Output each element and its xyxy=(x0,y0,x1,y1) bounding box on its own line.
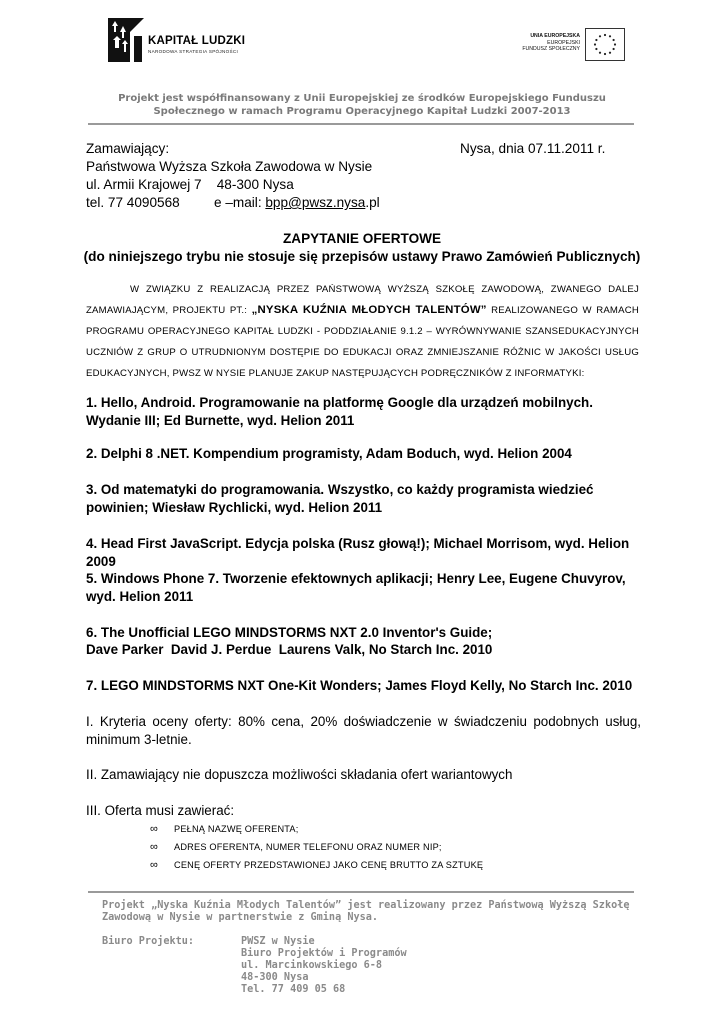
condition-criteria: I. Kryteria oceny oferty: 80% cena, 20% doświadczenie w świadczeniu podobnych usług, minimum 3-letnie. xyxy=(86,714,641,747)
ordering-label: Zamawiający: xyxy=(86,141,170,156)
kapital-ludzki-subtitle: NARODOWA STRATEGIA SPÓJNOŚCI xyxy=(148,49,239,54)
condition-variants: II. Zamawiający nie dopuszcza możliwości składania ofert wariantowych xyxy=(86,767,513,782)
document-subtitle: (do niniejszego trybu nie stosuje się przepisów ustawy Prawo Zamówień Publicznych) xyxy=(83,249,641,264)
document-date: Nysa, dnia 07.11.2011 r. xyxy=(460,141,606,156)
cofinancing-banner xyxy=(90,92,634,118)
biuro-line-3: ul. Marcinkowskiego 6-8 xyxy=(241,960,383,971)
book-item-6-authors: Dave Parker David J. Perdue Laurens Valk, No Starch Inc. 2010 xyxy=(86,642,493,657)
book-item-1: 1. Hello, Android. Programowanie na platformę Google dla urządzeń mobilnych. Wydanie III; Ed Burnette, wyd. Helion 2011 xyxy=(86,395,593,428)
eu-line-3: FUNDUSZ SPOŁECZNY xyxy=(522,46,580,53)
bullet-icon: ∞ xyxy=(150,859,159,871)
banner-line-1: Projekt jest współfinansowany z Unii Europejskiej ze środków Europejskiego Funduszu xyxy=(118,93,606,104)
bullet-icon: ∞ xyxy=(150,841,159,853)
condition-offer-contents: III. Oferta musi zawierać: xyxy=(86,803,235,818)
footer-line-1: Projekt „Nyska Kuźnia Młodych Talentów” jest realizowany przez Państwową Wyższą Szkołę xyxy=(102,900,630,911)
eu-line-1: UNIA EUROPEJSKA xyxy=(530,33,580,39)
book-item-7: 7. LEGO MINDSTORMS NXT One-Kit Wonders; James Floyd Kelly, No Starch Inc. 2010 xyxy=(86,678,633,693)
offer-requirement-1: ∞ PEŁNĄ NAZWĘ OFERENTA; xyxy=(150,823,299,835)
kapital-ludzki-title: KAPITAŁ LUDZKI xyxy=(148,35,246,47)
offer-requirement-2: ∞ ADRES OFERENTA, NUMER TELEFONU ORAZ NUMER NIP; xyxy=(150,841,442,853)
book-item-3: 3. Od matematyki do programowania. Wszystko, co każdy programista wiedzieć powinien; Wiesław Rychlicki, wyd. Helion 2011 xyxy=(86,482,594,515)
footer-divider xyxy=(88,891,634,893)
document-title: ZAPYTANIE OFERTOWE xyxy=(282,231,442,246)
intro-part-1: W ZWIĄZKU Z REALIZACJĄ PRZEZ PAŃSTWOWĄ WYŻSZĄ SZKOŁĘ ZAWODOWĄ, ZWANEGO DALEJ ZAMAWIAJĄCYM, PROJEKTU PT.: xyxy=(86,284,639,316)
header-divider xyxy=(88,123,634,125)
email-suffix: .pl xyxy=(365,195,380,210)
ordering-address: ul. Armii Krajowej 7 48-300 Nysa xyxy=(86,177,294,192)
book-item-6: 6. The Unofficial LEGO MINDSTORMS NXT 2.0 Inventor's Guide; xyxy=(86,625,493,640)
eu-line-2: EUROPEJSKI xyxy=(547,39,580,46)
biuro-line-2: Biuro Projektów i Programów xyxy=(241,948,407,959)
project-name: „NYSKA KUŹNIA MŁODYCH TALENTÓW” xyxy=(251,304,487,316)
book-item-4: 4. Head First JavaScript. Edycja polska (Rusz głową!); Michael Morrisom, wyd. Helion 2009 xyxy=(86,536,630,569)
banner-line-2: Społecznego w ramach Programu Operacyjnego Kapitał Ludzki 2007-2013 xyxy=(153,106,571,117)
ordering-email-line xyxy=(214,194,380,211)
ordering-name: Państwowa Wyższa Szkoła Zawodowa w Nysie xyxy=(86,159,373,174)
email-prefix: e –mail: xyxy=(214,195,266,210)
bullet-icon: ∞ xyxy=(150,823,159,835)
email-link[interactable]: bpp@pwsz.nysa xyxy=(265,195,366,210)
ordering-phone: tel. 77 4090568 xyxy=(86,195,180,210)
intro-part-2: REALIZOWANEGO W RAMACH PROGRAMU OPERACYJNEGO KAPITAŁ LUDZKI - PODDZIAŁANIE 9.1.2 – WYRÓWNYWANIE SZANSEDUKACYJNYCH UCZNIÓW Z GRUP O UTRUDNIONYM DOSTĘPIE DO EDUKACJI ORAZ ZMNIEJSZANIE RÓŻNIC W JAKOŚCI USŁUG EDUKACYJNYCH, PWSZ W NYSIE PLANUJE ZAKUP NASTĘPUJĄCYCH PODRĘCZNIKÓW Z INFORMATYKI: xyxy=(86,305,639,379)
eu-logo-text xyxy=(500,33,580,53)
kapital-ludzki-emblem-icon xyxy=(108,18,144,62)
book-item-5: 5. Windows Phone 7. Tworzenie efektownych aplikacji; Henry Lee, Eugene Chuvyrov, wyd. Helion 2011 xyxy=(86,571,626,604)
biuro-line-4: 48-300 Nysa xyxy=(241,972,309,983)
footer-line-2: Zawodową w Nysie w partnerstwie z Gminą Nysa. xyxy=(102,912,379,923)
biuro-line-1: PWSZ w Nysie xyxy=(241,936,315,947)
intro-paragraph xyxy=(86,279,639,384)
biuro-label: Biuro Projektu: xyxy=(102,936,195,947)
kapital-ludzki-logo xyxy=(108,18,258,62)
eu-flag-icon xyxy=(585,28,625,61)
biuro-line-5: Tel. 77 409 05 68 xyxy=(241,984,346,995)
book-item-2: 2. Delphi 8 .NET. Kompendium programisty, Adam Boduch, wyd. Helion 2004 xyxy=(86,446,572,461)
offer-requirement-3: ∞ CENĘ OFERTY PRZEDSTAWIONEJ JAKO CENĘ BRUTTO ZA SZTUKĘ xyxy=(150,859,484,871)
